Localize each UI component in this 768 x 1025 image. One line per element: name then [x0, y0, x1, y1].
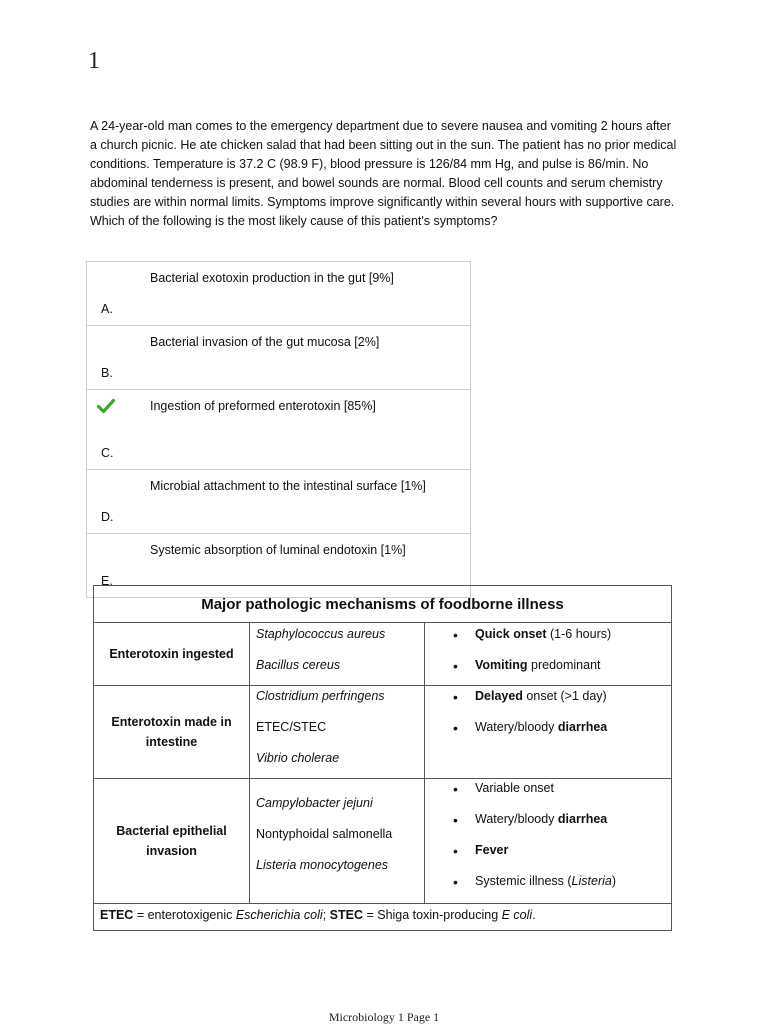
feature-list	[425, 686, 672, 779]
mechanism-category: Bacterial epithelial invasion	[94, 779, 250, 904]
check-icon	[97, 397, 115, 415]
feature-item: • Quick onset (1-6 hours)	[449, 627, 671, 658]
organism: Clostridium perfringens	[256, 689, 385, 703]
answer-letter-cell	[87, 262, 136, 326]
organism-list	[250, 623, 425, 686]
answer-choice-c[interactable]	[87, 390, 471, 470]
organism: ETEC/STEC	[256, 720, 327, 734]
answer-text: Bacterial invasion of the gut mucosa [2%]	[135, 326, 471, 390]
organism: Vibrio cholerae	[256, 751, 340, 765]
answer-text: Systemic absorption of luminal endotoxin [1%]	[135, 534, 471, 598]
organism: Campylobacter jejuni	[256, 796, 373, 810]
mechanism-category: Enterotoxin ingested	[94, 623, 250, 686]
organism: Staphylococcus aureus	[256, 627, 386, 641]
mechanism-row-intestine	[94, 686, 672, 779]
mechanism-row-ingested	[94, 623, 672, 686]
feature-item: • Systemic illness (Listeria)	[449, 874, 671, 888]
answer-letter-cell	[87, 390, 136, 470]
answer-letter: C.	[101, 446, 114, 460]
answer-choice-a[interactable]	[87, 262, 471, 326]
mechanism-row-invasion	[94, 779, 672, 904]
mechanism-category: Enterotoxin made in intestine	[94, 686, 250, 779]
feature-item: • Watery/bloody diarrhea	[449, 720, 671, 734]
feature-item: • Delayed onset (>1 day)	[449, 689, 671, 720]
answer-letter: A.	[101, 302, 113, 316]
feature-item: • Fever	[449, 843, 671, 874]
organism: Bacillus cereus	[256, 658, 341, 672]
answer-letter: B.	[101, 366, 113, 380]
answer-choice-d[interactable]	[87, 470, 471, 534]
feature-item: • Watery/bloody diarrhea	[449, 812, 671, 843]
question-stem: A 24-year-old man comes to the emergency department due to severe nausea and vomiting 2 hours after a church picnic. He ate chicken salad that had been sitting out in the sun. The patient has no prior medical conditions. Temperature is 37.2 C (98.9 F), blood pressure is 126/84 mm Hg, and pulse is 86/min. No abdominal tenderness is present, and bowel sounds are normal. Blood cell counts and serum chemistry studies are within normal limits. Symptoms improve significantly within several hours with supportive care. Which of the following is the most likely cause of this patient's symptoms?	[90, 119, 677, 228]
feature-list	[425, 623, 672, 686]
feature-item: • Variable onset	[449, 781, 671, 812]
organism-list	[250, 686, 425, 779]
answer-text: Bacterial exotoxin production in the gut [9%]	[135, 262, 471, 326]
page-footer: Microbiology 1 Page 1	[328, 1010, 440, 1024]
answer-choices	[86, 261, 471, 598]
organism-list	[250, 779, 425, 904]
answer-text: Microbial attachment to the intestinal surface [1%]	[135, 470, 471, 534]
answer-letter: D.	[101, 510, 114, 524]
feature-item: • Vomiting predominant	[449, 658, 671, 672]
answer-choice-b[interactable]	[87, 326, 471, 390]
answer-letter-cell	[87, 470, 136, 534]
organism: Listeria monocytogenes	[256, 858, 389, 872]
answer-letter: E.	[101, 574, 113, 588]
feature-list	[425, 779, 672, 904]
answer-text: Ingestion of preformed enterotoxin [85%]	[135, 390, 471, 470]
mechanism-table	[93, 585, 672, 931]
table-footnote: ETEC = enterotoxigenic Escherichia coli; STEC = Shiga toxin-producing E coli.	[94, 904, 672, 931]
answer-letter-cell	[87, 326, 136, 390]
mechanism-table-title: Major pathologic mechanisms of foodborne illness	[94, 586, 672, 623]
organism: Nontyphoidal salmonella	[256, 827, 393, 841]
page-number: 1	[88, 48, 100, 74]
